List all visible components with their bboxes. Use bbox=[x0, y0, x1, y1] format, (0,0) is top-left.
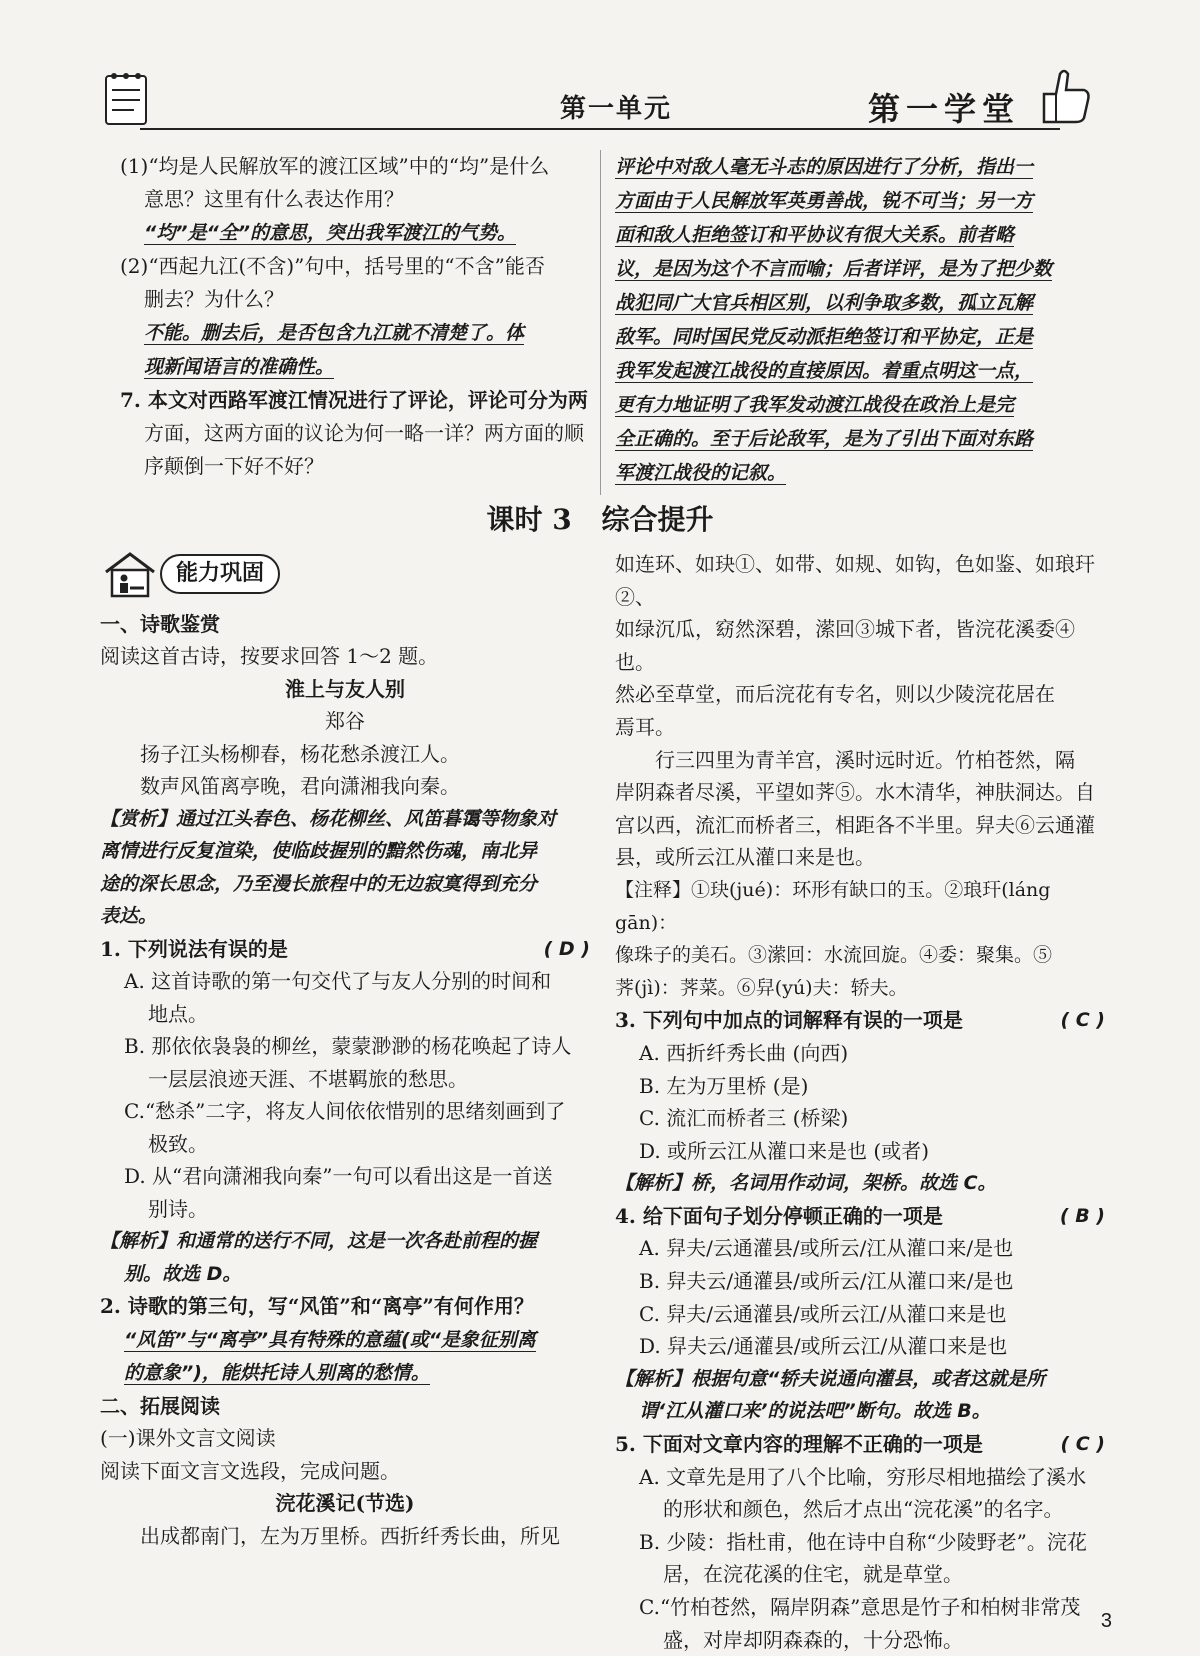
reading-intro: 阅读下面文言文选段，完成问题。 bbox=[100, 1458, 400, 1483]
q7-answer-line: 议，是因为这个不言而喻；后者详评，是为了把少数 bbox=[615, 258, 1053, 280]
question-5: 5. 下面对文章内容的理解不正确的一项是 bbox=[615, 1432, 983, 1457]
q6-part2-answer-cont: 现新闻语言的准确性。 bbox=[144, 356, 335, 378]
q7-answer-line: 我军发起渡江战役的直接原因。着重点明这一点， bbox=[615, 360, 1034, 382]
question-7-cont2: 序颠倒一下好不好？ bbox=[144, 454, 324, 478]
poetry-intro: 阅读这首古诗，按要求回答 1～2 题。 bbox=[100, 644, 439, 668]
q7-answer-line: 战犯同广大官兵相区别，以利争取多数，孤立瓦解 bbox=[615, 292, 1034, 314]
text-line: 宫以西，流汇而桥者三，相距各不半里。舁夫⑥云通灌 bbox=[615, 812, 1095, 837]
analysis-line: 别。故选 D。 bbox=[124, 1262, 242, 1285]
option-line: D. 或所云江从灌口来是也 (或者) bbox=[639, 1138, 929, 1163]
subheading-classical: (一)课外文言文阅读 bbox=[100, 1426, 276, 1450]
option-line: A. 文章先是用了八个比喻，穷形尽相地描绘了溪水 bbox=[639, 1464, 1087, 1489]
top-right-column bbox=[615, 150, 1105, 490]
question-5-answer: ( C ) bbox=[1060, 1433, 1105, 1456]
notepad-icon bbox=[100, 70, 152, 128]
analysis-line: 【解析】根据句意“轿夫说通向灌县，或者这就是所 bbox=[615, 1367, 1046, 1390]
page-number: 3 bbox=[1100, 1610, 1112, 1632]
q7-answer-line: 敌军。同时国民党反动派拒绝签订和平协定，正是 bbox=[615, 326, 1034, 348]
appreciation-line: 表达。 bbox=[100, 905, 158, 927]
question-4-answer: ( B ) bbox=[1059, 1204, 1105, 1227]
q6-part2-answer: 不能。删去后，是否包含九江就不清楚了。体 bbox=[144, 322, 525, 344]
option-line: 别诗。 bbox=[148, 1196, 208, 1221]
option-line: C.“竹柏苍然，隔岸阴森”意思是竹子和柏树非常茂 bbox=[639, 1595, 1081, 1619]
option-line: 居，在浣花溪的住宅，就是草堂。 bbox=[663, 1562, 963, 1587]
heading-poetry: 一、诗歌鉴赏 bbox=[100, 611, 220, 636]
text-line: 如绿沉瓜，窈然深碧，潆回③城下者，皆浣花溪委④也。 bbox=[615, 617, 1075, 674]
text-title: 浣花溪记(节选) bbox=[275, 1491, 415, 1515]
option-line: 地点。 bbox=[148, 1001, 208, 1026]
q6-part1: (1)“均是人民解放军的渡江区域”中的“均”是什么 bbox=[120, 154, 550, 178]
question-2: 2. 诗歌的第三句，写“风笛”和“离亭”有何作用？ bbox=[100, 1294, 534, 1318]
q6-part2: (2)“西起九江(不含)”句中，括号里的“不含”能否 bbox=[120, 254, 545, 278]
question-2-answer: 的意象”)，能烘托诗人别离的愁情。 bbox=[124, 1362, 430, 1384]
brand-title: 第一学堂 bbox=[867, 90, 1020, 128]
q7-answer-line: 更有力地证明了我军发动渡江战役在政治上是完 bbox=[615, 394, 1015, 416]
q6-part2-cont: 删去？为什么？ bbox=[144, 287, 284, 311]
heading-extended-reading: 二、拓展阅读 bbox=[100, 1393, 220, 1418]
option-line: D. 舁夫云/通灌县/或所云江/从灌口来是也 bbox=[639, 1334, 1008, 1359]
ability-badge-label: 能力巩固 bbox=[160, 554, 280, 595]
note-line: 【注释】①玦(jué)：环形有缺口的玉。②琅玕(láng gān)： bbox=[615, 878, 1051, 934]
ability-badge bbox=[100, 550, 280, 598]
option-line: 的形状和颜色，然后才点出“浣花溪”的名字。 bbox=[663, 1497, 1064, 1522]
question-1-answer: ( D ) bbox=[543, 937, 590, 960]
q7-answer-line: 面和敌人拒绝签订和平协议有很大关系。前者略 bbox=[615, 224, 1015, 246]
top-left-column bbox=[120, 150, 590, 483]
text-line: 如连环、如玦①、如带、如规、如钩，色如鉴、如琅玕②、 bbox=[615, 552, 1095, 609]
text-line: 焉耳。 bbox=[615, 714, 675, 739]
lesson-name: 综合提升 bbox=[601, 503, 714, 536]
option-line: D. 从“君向潇湘我向秦”一句可以看出这是一首送 bbox=[124, 1164, 553, 1188]
analysis-line: 【解析】桥，名词用作动词，架桥。故选 C。 bbox=[615, 1172, 997, 1195]
lower-right-column bbox=[615, 548, 1105, 1656]
poem-line: 扬子江头杨柳春，杨花愁杀渡江人。 bbox=[140, 741, 460, 766]
poem-author: 郑谷 bbox=[325, 709, 365, 733]
lesson-label: 课时 3 bbox=[486, 503, 572, 536]
q7-answer-line: 军渡江战役的记叙。 bbox=[615, 462, 787, 484]
question-1: 1. 下列说法有误的是 bbox=[100, 936, 288, 961]
text-line: 出成都南门，左为万里桥。西折纤秀长曲，所见 bbox=[140, 1523, 560, 1548]
classroom-icon bbox=[100, 550, 160, 598]
text-line: 然必至草堂，而后浣花有专名，则以少陵浣花居在 bbox=[615, 682, 1055, 707]
analysis-line: 【解析】和通常的送行不同，这是一次各赴前程的握 bbox=[100, 1230, 538, 1252]
q6-part1-answer: “均”是“全”的意思，突出我军渡江的气势。 bbox=[144, 222, 516, 244]
option-line: C. 舁夫/云通灌县/或所云江/从灌口来是也 bbox=[639, 1301, 1007, 1326]
appreciation-line: 【赏析】通过江头春色、杨花柳丝、风笛暮霭等物象对 bbox=[100, 807, 557, 830]
question-3: 3. 下列句中加点的词解释有误的一项是 bbox=[615, 1008, 963, 1033]
q7-answer-line: 方面由于人民解放军英勇善战，锐不可当；另一方 bbox=[615, 190, 1034, 212]
option-line: B. 少陵：指杜甫，他在诗中自称“少陵野老”。浣花 bbox=[639, 1529, 1087, 1554]
option-line: B. 左为万里桥 (是) bbox=[639, 1073, 809, 1098]
page-header bbox=[100, 70, 1100, 130]
option-line: B. 那依依袅袅的柳丝，蒙蒙渺渺的杨花唤起了诗人 bbox=[124, 1034, 572, 1058]
thumbs-up-icon bbox=[1030, 60, 1100, 130]
option-line: A. 舁夫/云通灌县/或所云/江从灌口来/是也 bbox=[639, 1236, 1014, 1261]
option-line: A. 西折纤秀长曲 (向西) bbox=[639, 1040, 849, 1065]
note-line: 荠(jì)：荠菜。⑥舁(yú)夫：轿夫。 bbox=[615, 976, 908, 999]
poem-title: 淮上与友人别 bbox=[285, 676, 405, 701]
q6-part1-cont: 意思？这里有什么表达作用？ bbox=[144, 187, 404, 211]
section-title bbox=[0, 498, 1200, 538]
unit-title: 第一单元 bbox=[560, 94, 673, 124]
option-line: 极致。 bbox=[148, 1131, 208, 1156]
question-7: 7. 本文对西路军渡江情况进行了评论，评论可分为两 bbox=[120, 388, 588, 412]
text-line: 县，或所云江从灌口来是也。 bbox=[615, 845, 875, 870]
analysis-line: 谓‘江从灌口来’的说法吧”断句。故选 B。 bbox=[639, 1400, 991, 1423]
column-divider bbox=[600, 150, 601, 495]
appreciation-line: 离情进行反复渲染，使临歧握别的黯然伤魂，南北异 bbox=[100, 840, 538, 862]
text-line: 行三四里为青羊宫，溪时远时近。竹柏苍然，隔 bbox=[655, 747, 1075, 772]
option-line: C.“愁杀”二字，将友人间依依惜别的思绪刻画到了 bbox=[124, 1099, 566, 1123]
option-line: B. 舁夫云/通灌县/或所云/江从灌口来/是也 bbox=[639, 1269, 1014, 1294]
question-3-answer: ( C ) bbox=[1060, 1009, 1105, 1032]
q7-answer-line: 全正确的。至于后论敌军，是为了引出下面对东路 bbox=[615, 428, 1034, 450]
question-7-cont: 方面，这两方面的议论为何一略一详？两方面的顺 bbox=[144, 421, 584, 445]
appreciation-line: 途的深长思念，乃至漫长旅程中的无边寂寞得到充分 bbox=[100, 872, 538, 895]
option-line: 盛，对岸却阴森森的，十分恐怖。 bbox=[663, 1627, 963, 1652]
q7-answer-line: 评论中对敌人毫无斗志的原因进行了分析，指出一 bbox=[615, 156, 1034, 178]
option-line: 一层层浪迹天涯、不堪羁旅的愁思。 bbox=[148, 1066, 468, 1091]
option-line: A. 这首诗歌的第一句交代了与友人分别的时间和 bbox=[124, 969, 552, 993]
option-line: C. 流汇而桥者三 (桥梁) bbox=[639, 1106, 849, 1131]
note-line: 像珠子的美石。③潆回：水流回旋。④委：聚集。⑤ bbox=[615, 944, 1053, 967]
question-2-answer: “风笛”与“离亭”具有特殊的意蕴(或“是象征别离 bbox=[124, 1328, 536, 1351]
text-line: 岸阴森者尽溪，平望如荠⑤。水木清华，神肤洞达。自 bbox=[615, 780, 1095, 805]
lower-left-column bbox=[100, 550, 590, 1552]
question-4: 4. 给下面句子划分停顿正确的一项是 bbox=[615, 1203, 943, 1228]
poem-line: 数声风笛离亭晚，君向潇湘我向秦。 bbox=[140, 774, 460, 798]
